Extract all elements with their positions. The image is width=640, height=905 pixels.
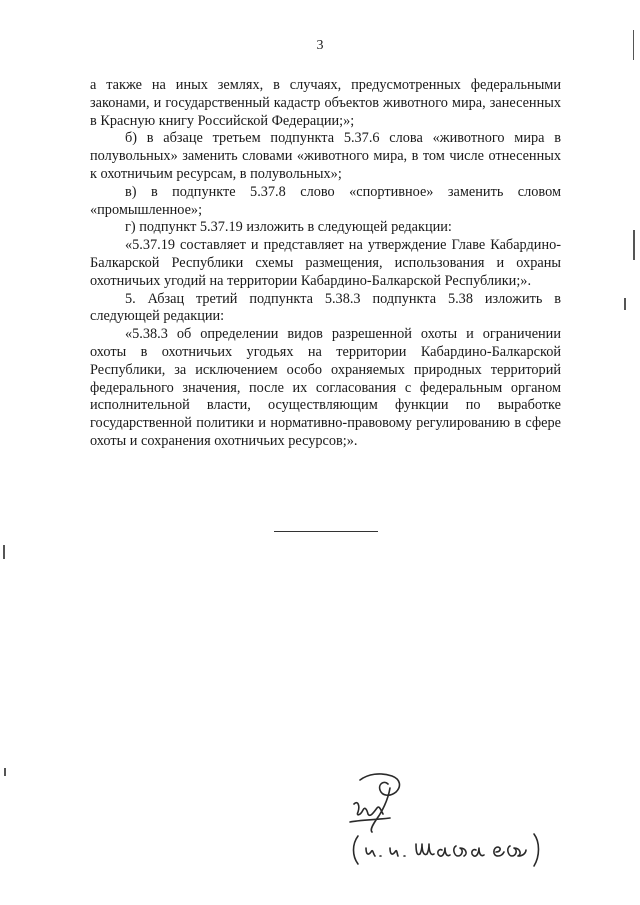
separator-line [274,531,378,532]
paragraph: б) в абзаце третьем подпункта 5.37.6 слова «животного мира в полувольных» заменить словами «животного мира, в том числе отнесенных к охотничьим ресурсам, в полувольных»; [90,130,561,182]
paragraph: «5.37.19 составляет и представляет на утверждение Главе Кабардино-Балкарской Республики схемы размещения, использования и охраны охотничьих угодий на территории Кабардино-Балкарской Республики;». [90,237,561,289]
paragraph: 5. Абзац третий подпункта 5.38.3 подпункта 5.38 изложить в следующей редакции: [90,290,561,325]
document-body [90,77,561,451]
handwritten-signature [330,760,570,880]
paragraph: г) подпункт 5.37.19 изложить в следующей редакции: [125,219,452,236]
paragraph: «5.38.3 об определении видов разрешенной охоты и ограничении охоты в охотничьих угодьях на территории Кабардино-Балкарской Республики, за исключением особо охраняемых природных территорий федерального значения, после их согласования с федеральным органом исполнительной власти, осуществляющим функции по выработке государственной политики и нормативно-правовому регулированию в сфере охоты и сохранения охотничьих ресурсов;». [90,326,561,449]
page-number: 3 [316,38,324,53]
paragraph: а также на иных землях, в случаях, предусмотренных федеральными законами, и государственный кадастр объектов животного мира, занесенных в Красную книгу Российской Федерации;»; [90,77,561,129]
paragraph: в) в подпункте 5.37.8 слово «спортивное» заменить словом «промышленное»; [90,183,561,218]
